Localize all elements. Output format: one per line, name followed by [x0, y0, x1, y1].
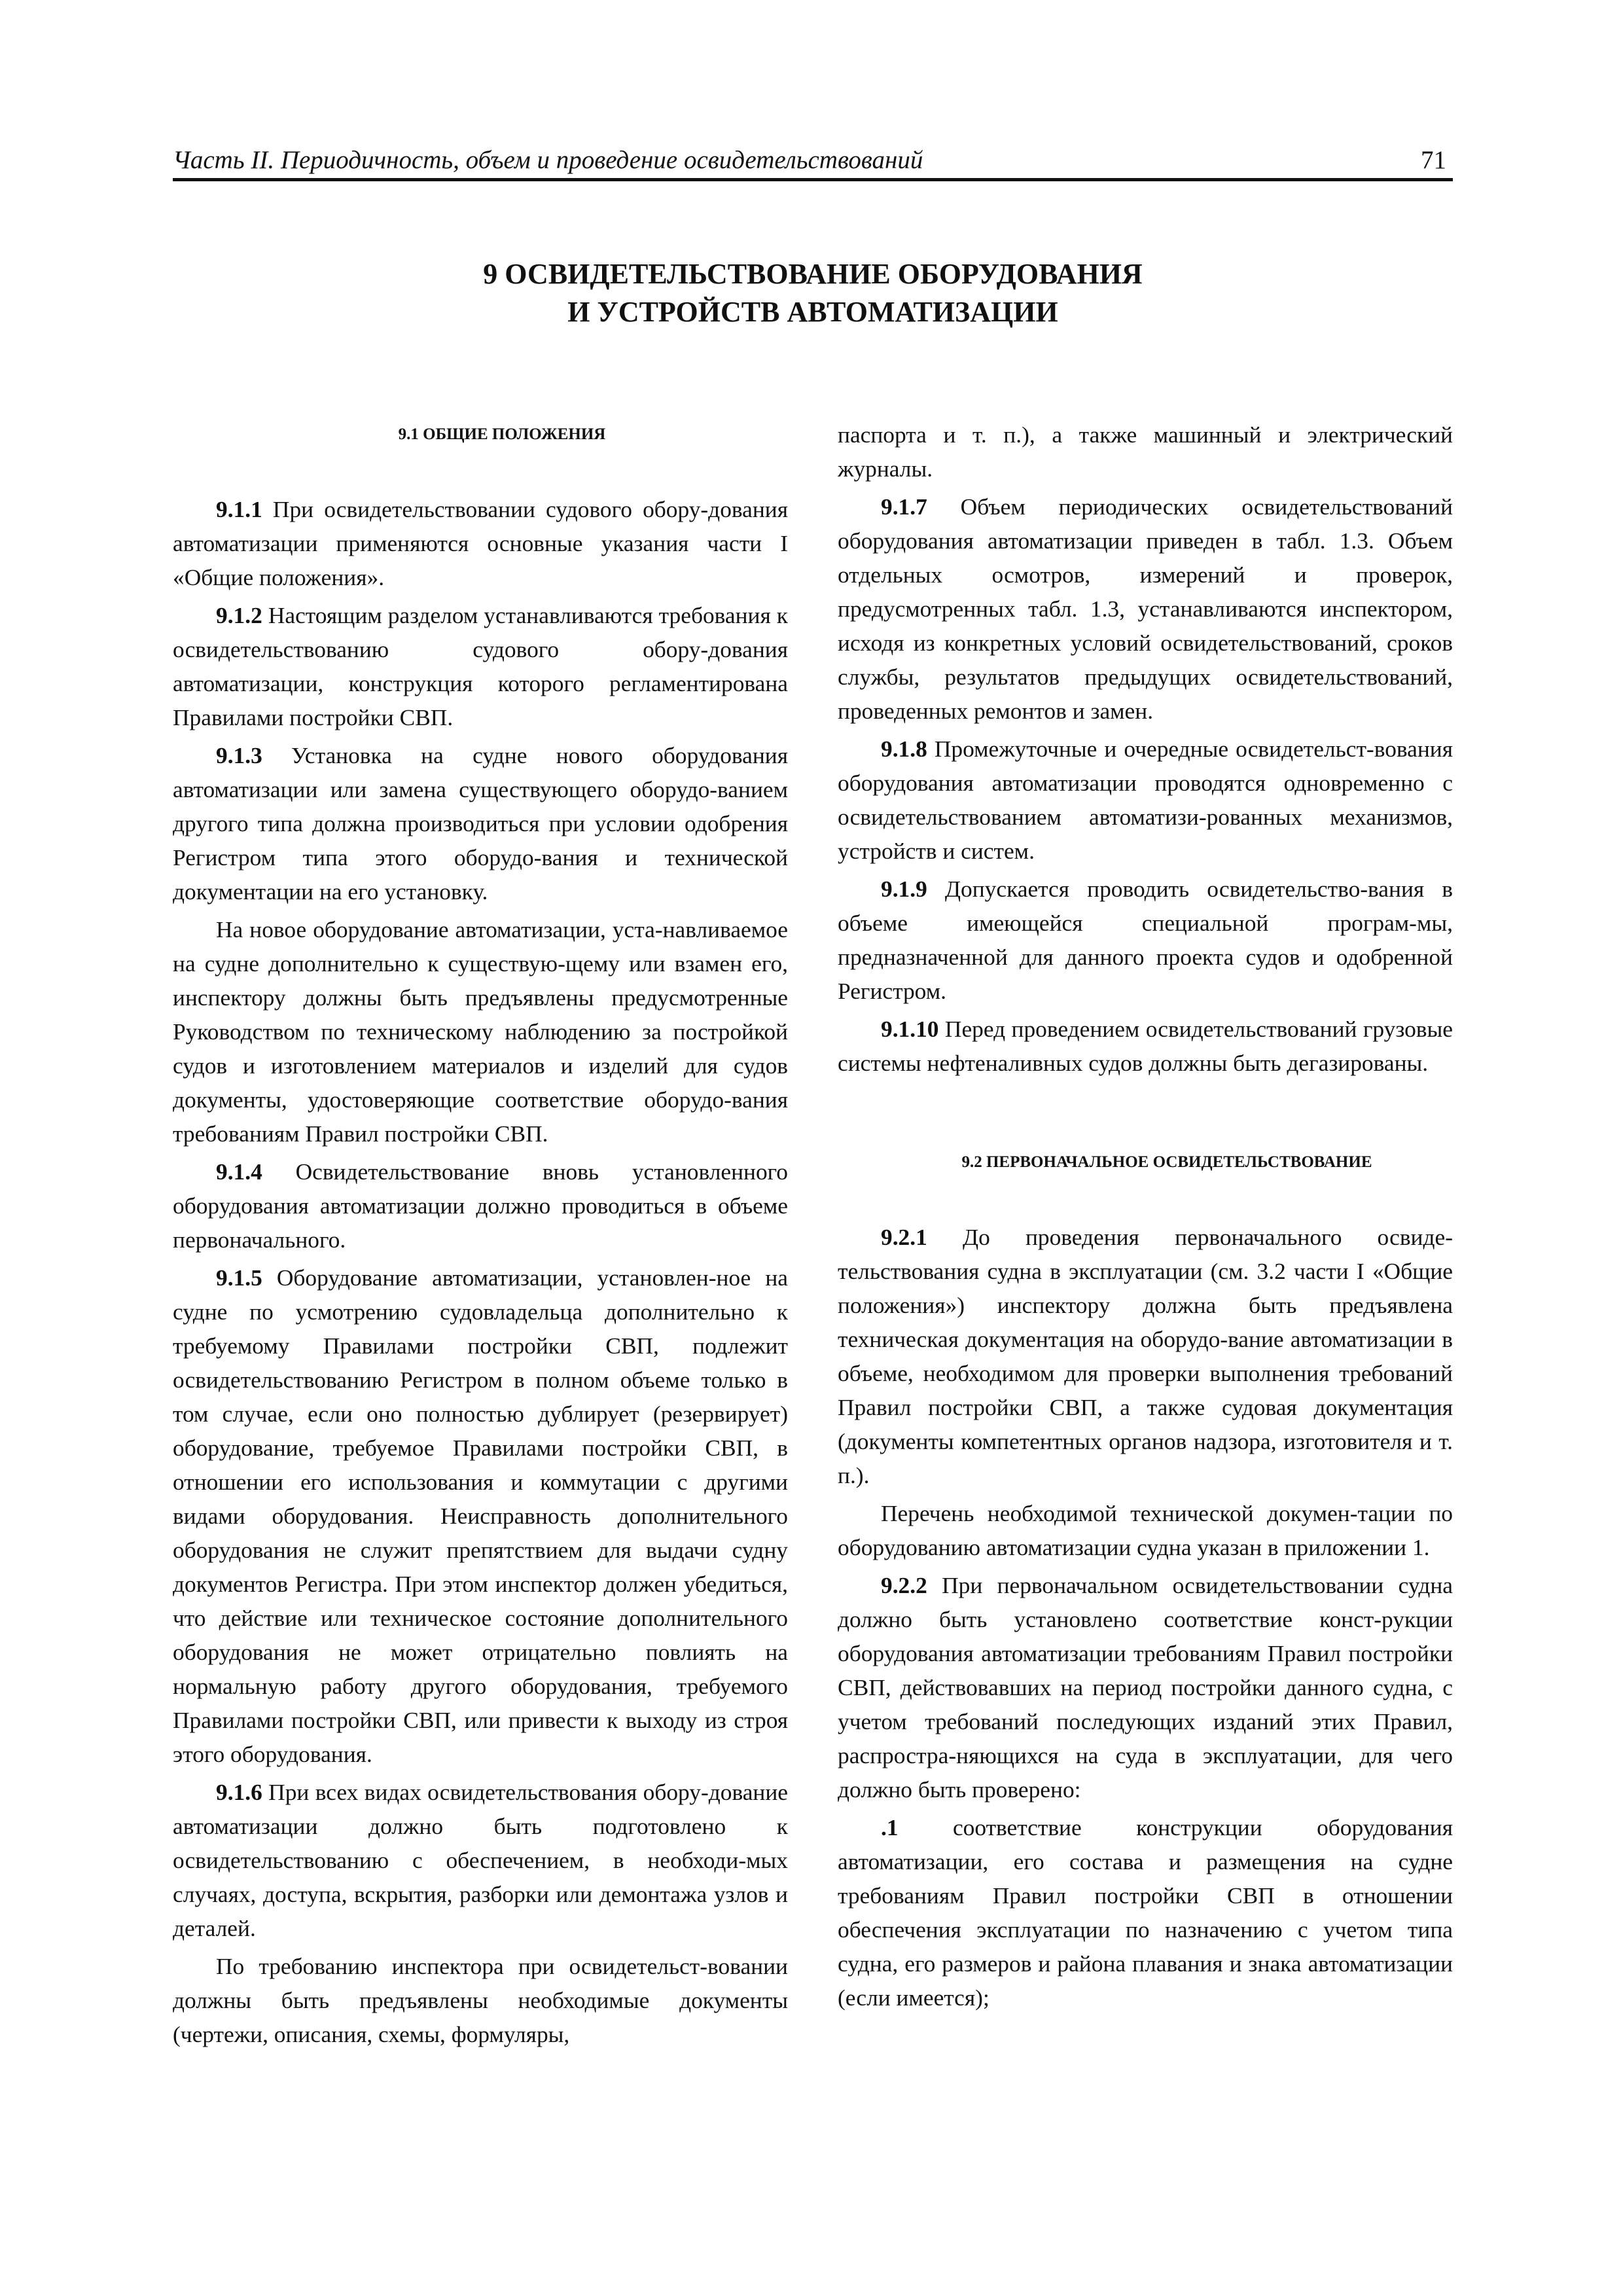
paragraph-9-1-10: [838, 1012, 1453, 1080]
paragraph-9-1-3-continued: На новое оборудование автоматизации, уста-навливаемое на судне дополнительно к существую-щему или взамен его, инспектору должны быть предъявлены предусмотренные Руководством по техническому наблюдению за постройкой судов и изготовлением материалов и изделий для судов документы, удостоверяющие соответствие оборудо-вания требованиям Правил постройки СВП.: [173, 916, 788, 1147]
clause-number: 9.1.7: [881, 493, 927, 520]
clause-text: Промежуточные и очередные освидетельст-вования оборудования автоматизации проводятся одновременно с освидетельствованием автоматизи-рованных механизмов, устройств и систем.: [838, 736, 1453, 864]
chapter-title-line-2: И УСТРОЙСТВ АВТОМАТИЗАЦИИ: [567, 296, 1058, 328]
paragraph-9-1-6: [173, 1775, 788, 1945]
clause-text: Установка на судне нового оборудования автоматизации или замена существующего оборудо-ванием другого типа должна производиться при условии одобрения Регистром типа этого оборудо-вания и технической документации на его установку.: [173, 742, 788, 905]
clause-text: Оборудование автоматизации, установлен-ное на судне по усмотрению судовладельца дополнительно к требуемому Правилами постройки СВП, подлежит освидетельствованию Регистром в полном объеме только в том случае, если оно полностью дублирует (резервирует) оборудование, требуемое Правилами постройки СВП, в отношении его использования и коммутации с другими видами оборудования. Неисправность дополнительного оборудования не служит препятствием для выдачи судну документов Регистра. При этом инспектор должен убедиться, что действие или техническое состояние дополнительного оборудования не может отрицательно повлиять на нормальную работу другого оборудования, требуемого Правилами постройки СВП, или привести к выходу из строя этого оборудования.: [173, 1265, 788, 1767]
chapter-title-line-1: 9 ОСВИДЕТЕЛЬСТВОВАНИЕ ОБОРУДОВАНИЯ: [483, 258, 1143, 290]
paragraph-9-1-4: [173, 1155, 788, 1257]
clause-number: 9.1.1: [216, 496, 262, 522]
clause-text: Настоящим разделом устанавливаются требования к освидетельствованию судового обору-дования автоматизации, конструкция которого регламентирована Правилами постройки СВП.: [173, 602, 788, 730]
paragraph-9-1-8: [838, 732, 1453, 868]
list-item-1: [838, 1810, 1453, 2015]
item-text: соответствие конструкции оборудования автоматизации, его состава и размещения на судне требованиям Правил постройки СВП в отношении обеспечения эксплуатации по назначению с учетом типа судна, его размеров и района плавания и знака автоматизации (если имеется);: [838, 1814, 1453, 2011]
clause-text: Освидетельствование вновь установленного оборудования автоматизации должно проводиться в объеме первоначального.: [173, 1158, 788, 1253]
clause-text: Допускается проводить освидетельство-вания в объеме имеющейся специальной програм-мы, предназначенной для данного проекта судов и одобренной Регистром.: [838, 876, 1453, 1004]
clause-number: 9.1.5: [216, 1265, 262, 1291]
clause-number: 9.2.2: [881, 1572, 927, 1598]
clause-number: 9.1.3: [216, 742, 262, 768]
paragraph-continued-top: паспорта и т. п.), а также машинный и электрический журналы.: [838, 422, 1453, 482]
paragraph-9-1-1: [173, 492, 788, 594]
chapter-title: [173, 255, 1453, 331]
paragraph-9-2-1-continued: Перечень необходимой технической докумен-тации по оборудованию автоматизации судна указан в приложении 1.: [838, 1500, 1453, 1560]
section-heading-9-2: 9.2 ПЕРВОНАЧАЛЬНОЕ ОСВИДЕТЕЛЬСТВОВАНИЕ: [961, 1153, 1372, 1171]
right-column: [838, 418, 1453, 2018]
clause-number: 9.2.1: [881, 1224, 927, 1250]
clause-number: 9.1.8: [881, 736, 927, 762]
paragraph-9-1-3: [173, 738, 788, 908]
clause-text: При всех видах освидетельствования обору-дование автоматизации должно быть подготовлено к освидетельствованию с обеспечением, в необходи-мых случаях, доступа, вскрытия, разборки или демонтажа узлов и деталей.: [173, 1779, 788, 1941]
item-number: .1: [881, 1814, 899, 1840]
left-column: [173, 418, 788, 2055]
section-heading-9-1: 9.1 ОБЩИЕ ПОЛОЖЕНИЯ: [398, 425, 606, 443]
paragraph-9-1-5: [173, 1261, 788, 1771]
paragraph-9-1-6-continued: По требованию инспектора при освидетельст-вовании должны быть предъявлены необходимые документы (чертежи, описания, схемы, формуляры,: [173, 1953, 788, 2047]
running-title: Часть II. Периодичность, объем и проведение освидетельствований: [173, 146, 923, 174]
clause-number: 9.1.9: [881, 876, 927, 902]
paragraph-9-2-1: [838, 1220, 1453, 1492]
clause-number: 9.1.6: [216, 1779, 262, 1805]
paragraph-9-1-7: [838, 490, 1453, 728]
clause-text: При освидетельствовании судового обору-дования автоматизации применяются основные указания части I «Общие положения».: [173, 496, 788, 590]
clause-text: До проведения первоначального освиде-тельствования судна в эксплуатации (см. 3.2 части I «Общие положения») инспектору должна быть предъявлена техническая документация на оборудо-вание автоматизации в объеме, необходимом для проверки выполнения требований Правил постройки СВП, а также судовая документация (документы компетентных органов надзора, изготовителя и т. п.).: [838, 1224, 1453, 1488]
clause-number: 9.1.4: [216, 1158, 262, 1185]
clause-text: Перед проведением освидетельствований грузовые системы нефтеналивных судов должны быть дегазированы.: [838, 1016, 1453, 1076]
paragraph-9-1-2: [173, 598, 788, 734]
paragraph-9-2-2: [838, 1568, 1453, 1806]
page-number: 71: [1421, 146, 1446, 174]
clause-text: Объем периодических освидетельствований оборудования автоматизации приведен в табл. 1.3. Объем отдельных осмотров, измерений и проверок, предусмотренных табл. 1.3, устанавливаются инспектором, исходя из конкретных условий освидетельствований, сроков службы, результатов предыдущих освидетельствований, проведенных ремонтов и замен.: [838, 493, 1453, 724]
clause-number: 9.1.10: [881, 1016, 939, 1042]
paragraph-9-1-9: [838, 872, 1453, 1008]
clause-text: При первоначальном освидетельствовании судна должно быть установлено соответствие конст-рукции оборудования автоматизации требованиям Правил постройки СВП, действовавших на период постройки данного судна, с учетом требований последующих изданий этих Правил, распростра-няющихся на суда в эксплуатации, для чего должно быть проверено:: [838, 1572, 1453, 1803]
running-header: [173, 143, 1453, 181]
clause-number: 9.1.2: [216, 602, 262, 628]
